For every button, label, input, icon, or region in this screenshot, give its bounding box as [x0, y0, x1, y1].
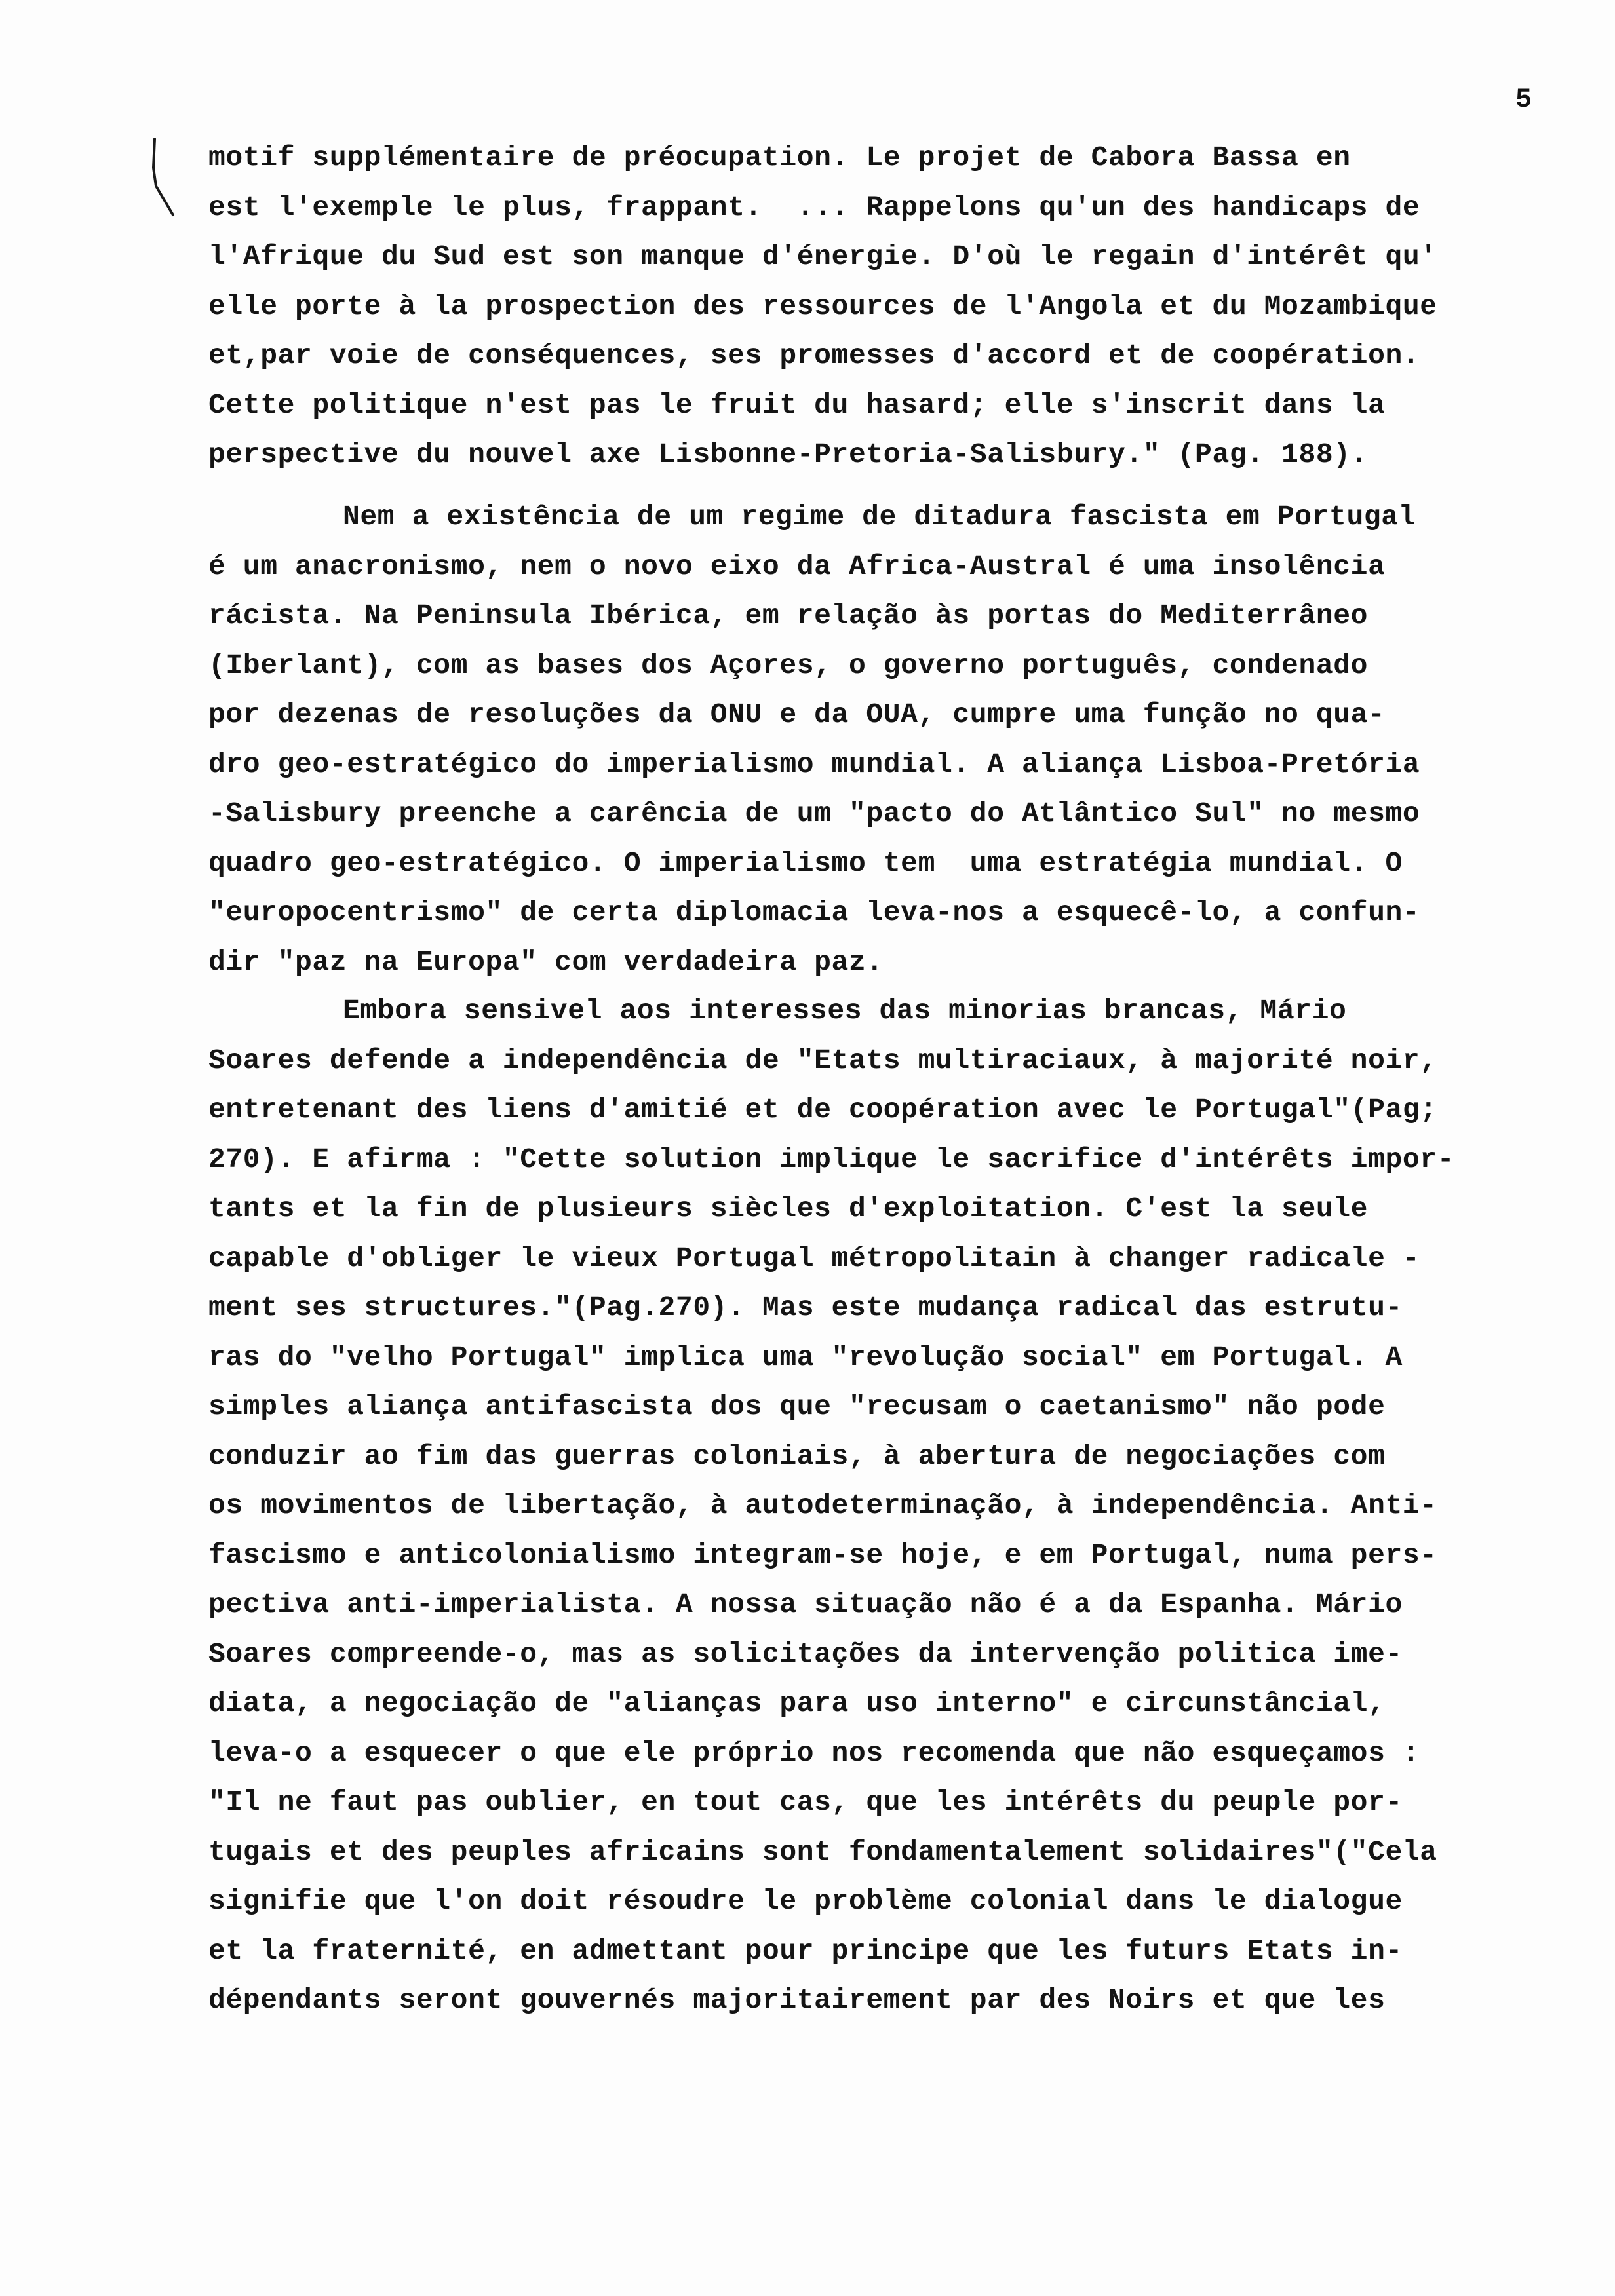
text-line: (Iberlant), com as bases dos Açores, o governo português, condenado	[208, 649, 1369, 681]
text-line: Soares defende a independência de "Etats multiraciaux, à majorité noir,	[208, 1044, 1437, 1077]
text-line: dir "paz na Europa" com verdadeira paz.	[208, 946, 884, 978]
text-line: entretenant des liens d'amitié et de coopération avec le Portugal"(Pag;	[208, 1094, 1437, 1126]
text-line: -Salisbury preenche a carência de um "pacto do Atlântico Sul" no mesmo	[208, 797, 1420, 830]
text-line: "Il ne faut pas oublier, en tout cas, que les intérêts du peuple por-	[208, 1786, 1403, 1818]
text-line: motif supplémentaire de préocupation. Le projet de Cabora Bassa en	[208, 142, 1351, 174]
text-line: diata, a negociação de "alianças para uso interno" e circunstâncial,	[208, 1687, 1386, 1719]
paragraph-1	[208, 133, 1595, 480]
text-line: pectiva anti-imperialista. A nossa situação não é a da Espanha. Mário	[208, 1588, 1403, 1620]
paragraph-3	[208, 986, 1595, 2025]
margin-pen-mark	[140, 136, 180, 221]
text-line: é um anacronismo, nem o novo eixo da Africa-Austral é uma insolência	[208, 550, 1386, 583]
text-line: leva-o a esquecer o que ele próprio nos recomenda que não esqueçamos :	[208, 1736, 1420, 1769]
text-line: tugais et des peuples africains sont fondamentalement solidaires"("Cela	[208, 1835, 1437, 1868]
text-line: os movimentos de libertação, à autodeterminação, à independência. Anti-	[208, 1489, 1437, 1521]
text-line: Soares compreende-o, mas as solicitações da intervenção politica ime-	[208, 1637, 1403, 1670]
text-line: et la fraternité, en admettant pour principe que les futurs Etats in-	[208, 1934, 1403, 1967]
text-line: dépendants seront gouvernés majoritairement par des Noirs et que les	[208, 1984, 1386, 2016]
text-line: "europocentrismo" de certa diplomacia leva-nos a esquecê-lo, a confun-	[208, 896, 1420, 928]
text-line: l'Afrique du Sud est son manque d'énergie. D'où le regain d'intérêt qu'	[208, 240, 1437, 273]
text-line: quadro geo-estratégico. O imperialismo tem uma estratégia mundial. O	[208, 847, 1403, 879]
text-line: Nem a existência de um regime de ditadura fascista em Portugal	[343, 501, 1416, 533]
text-line: elle porte à la prospection des ressources de l'Angola et du Mozambique	[208, 290, 1437, 322]
text-line: signifie que l'on doit résoudre le problème colonial dans le dialogue	[208, 1885, 1403, 1917]
text-line: fascismo e anticolonialismo integram-se hoje, e em Portugal, numa pers-	[208, 1539, 1437, 1571]
text-line: Embora sensivel aos interesses das minorias brancas, Mário	[343, 995, 1347, 1027]
text-line: capable d'obliger le vieux Portugal métropolitain à changer radicale -	[208, 1242, 1420, 1274]
page-number: 5	[1515, 84, 1532, 115]
text-line: rácista. Na Peninsula Ibérica, em relação às portas do Mediterrâneo	[208, 600, 1369, 632]
text-line: Cette politique n'est pas le fruit du hasard; elle s'inscrit dans la	[208, 389, 1386, 421]
text-line: conduzir ao fim das guerras coloniais, à abertura de negociações com	[208, 1440, 1386, 1472]
text-line: simples aliança antifascista dos que "recusam o caetanismo" não pode	[208, 1390, 1386, 1423]
text-line: et,par voie de conséquences, ses promesses d'accord et de coopération.	[208, 339, 1420, 372]
text-line: 270). E afirma : "Cette solution implique le sacrifice d'intérêts impor-	[208, 1143, 1455, 1176]
text-line: dro geo-estratégico do imperialismo mundial. A aliança Lisboa-Pretória	[208, 748, 1420, 780]
text-line: ment ses structures."(Pag.270). Mas este mudança radical das estrutu-	[208, 1292, 1403, 1324]
paragraph-2	[208, 492, 1595, 987]
text-line: est l'exemple le plus, frappant. ... Rappelons qu'un des handicaps de	[208, 191, 1420, 223]
text-line: por dezenas de resoluções da ONU e da OUA, cumpre uma função no qua-	[208, 698, 1386, 731]
text-line: ras do "velho Portugal" implica uma "revolução social" em Portugal. A	[208, 1341, 1403, 1373]
text-line: tants et la fin de plusieurs siècles d'exploitation. C'est la seule	[208, 1193, 1369, 1225]
text-line: perspective du nouvel axe Lisbonne-Pretoria-Salisbury." (Pag. 188).	[208, 438, 1369, 470]
